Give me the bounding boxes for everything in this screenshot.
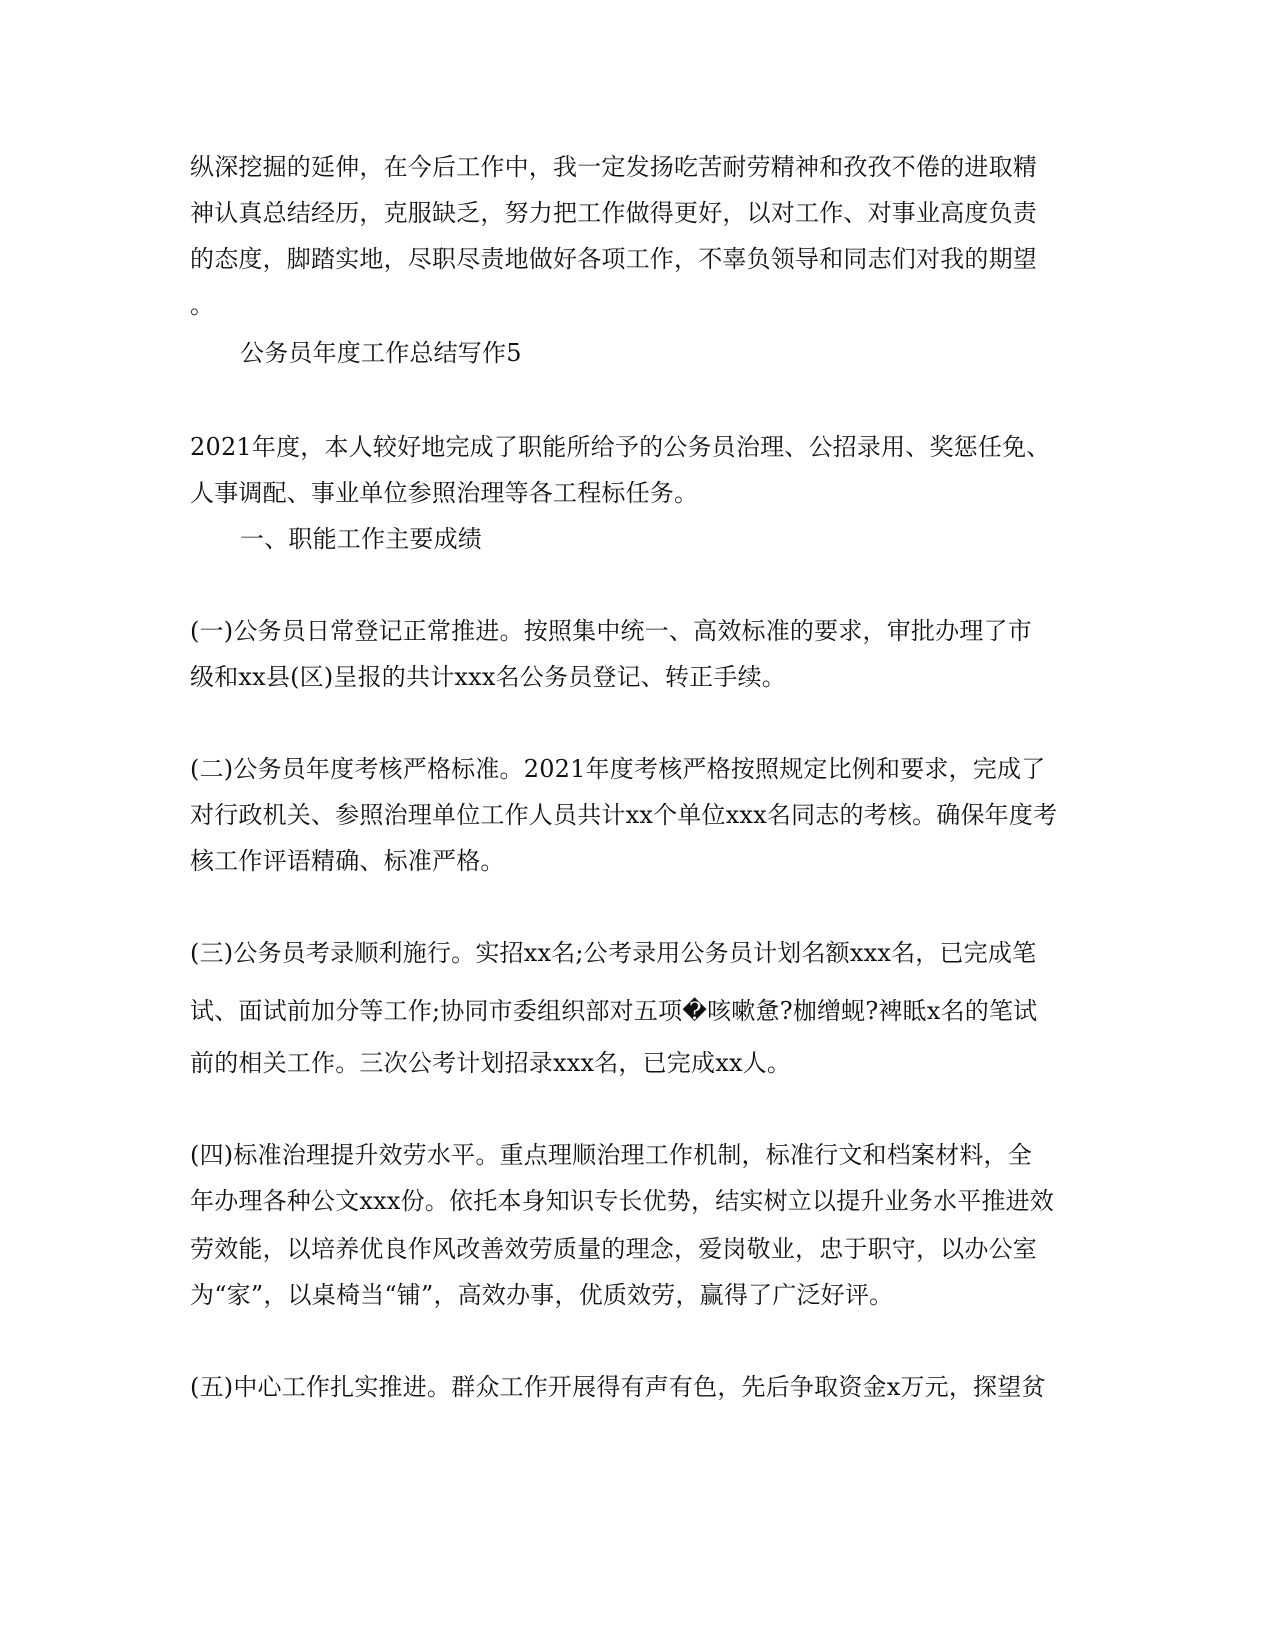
paragraph-line: (四)标准治理提升效劳水平。重点理顺治理工作机制，标准行文和档案材料，全	[190, 1141, 1032, 1169]
paragraph-line: 劳效能，以培养优良作风改善效劳质量的理念，爱岗敬业，忠于职守，以办公室	[190, 1235, 1037, 1263]
paragraph-line: (五)中心工作扎实推进。群众工作开展得有声有色，先后争取资金x万元，探望贫	[190, 1373, 1046, 1401]
paragraph-line: 。	[190, 291, 215, 319]
paragraph-line: 级和xx县(区)呈报的共计xxx名公务员登记、转正手续。	[190, 663, 787, 691]
subsection-heading: 一、职能工作主要成绩	[240, 525, 482, 553]
paragraph-line: 纵深挖掘的延伸，在今后工作中，我一定发扬吃苦耐劳精神和孜孜不倦的进取精	[190, 153, 1037, 181]
paragraph-line: 试、面试前加分等工作;协同市委组织部对五项�咳嗽惫?枷缯蚬?裨眡x名的笔试	[190, 997, 1038, 1025]
paragraph-line: 的态度，脚踏实地，尽职尽责地做好各项工作，不辜负领导和同志们对我的期望	[190, 245, 1037, 273]
paragraph-line: 人事调配、事业单位参照治理等各工程标任务。	[190, 479, 699, 507]
paragraph-line: (三)公务员考录顺利施行。实招xx名;公考录用公务员计划名额xxx名，已完成笔	[190, 939, 1037, 967]
paragraph-line: 为“家”，以桌椅当“铺”，高效办事，优质效劳，赢得了广泛好评。	[190, 1281, 894, 1309]
paragraph-line: 年办理各种公文xxx份。依托本身知识专长优势，结实树立以提升业务水平推进效	[190, 1187, 1055, 1215]
paragraph-line: 前的相关工作。三次公考计划招录xxx名，已完成xx人。	[190, 1049, 792, 1077]
paragraph-line: (一)公务员日常登记正常推进。按照集中统一、高效标准的要求，审批办理了市	[190, 617, 1032, 645]
paragraph-line: 神认真总结经历，克服缺乏，努力把工作做得更好，以对工作、对事业高度负责	[190, 199, 1037, 227]
section-heading: 公务员年度工作总结写作5	[240, 339, 522, 367]
paragraph-line: (二)公务员年度考核严格标准。2021年度考核严格按照规定比例和要求，完成了	[190, 755, 1046, 783]
paragraph-line: 对行政机关、参照治理单位工作人员共计xx个单位xxx名同志的考核。确保年度考	[190, 801, 1058, 829]
paragraph-line: 核工作评语精确、标准严格。	[190, 847, 505, 875]
paragraph-line: 2021年度，本人较好地完成了职能所给予的公务员治理、公招录用、奖惩任免、	[190, 433, 1051, 461]
